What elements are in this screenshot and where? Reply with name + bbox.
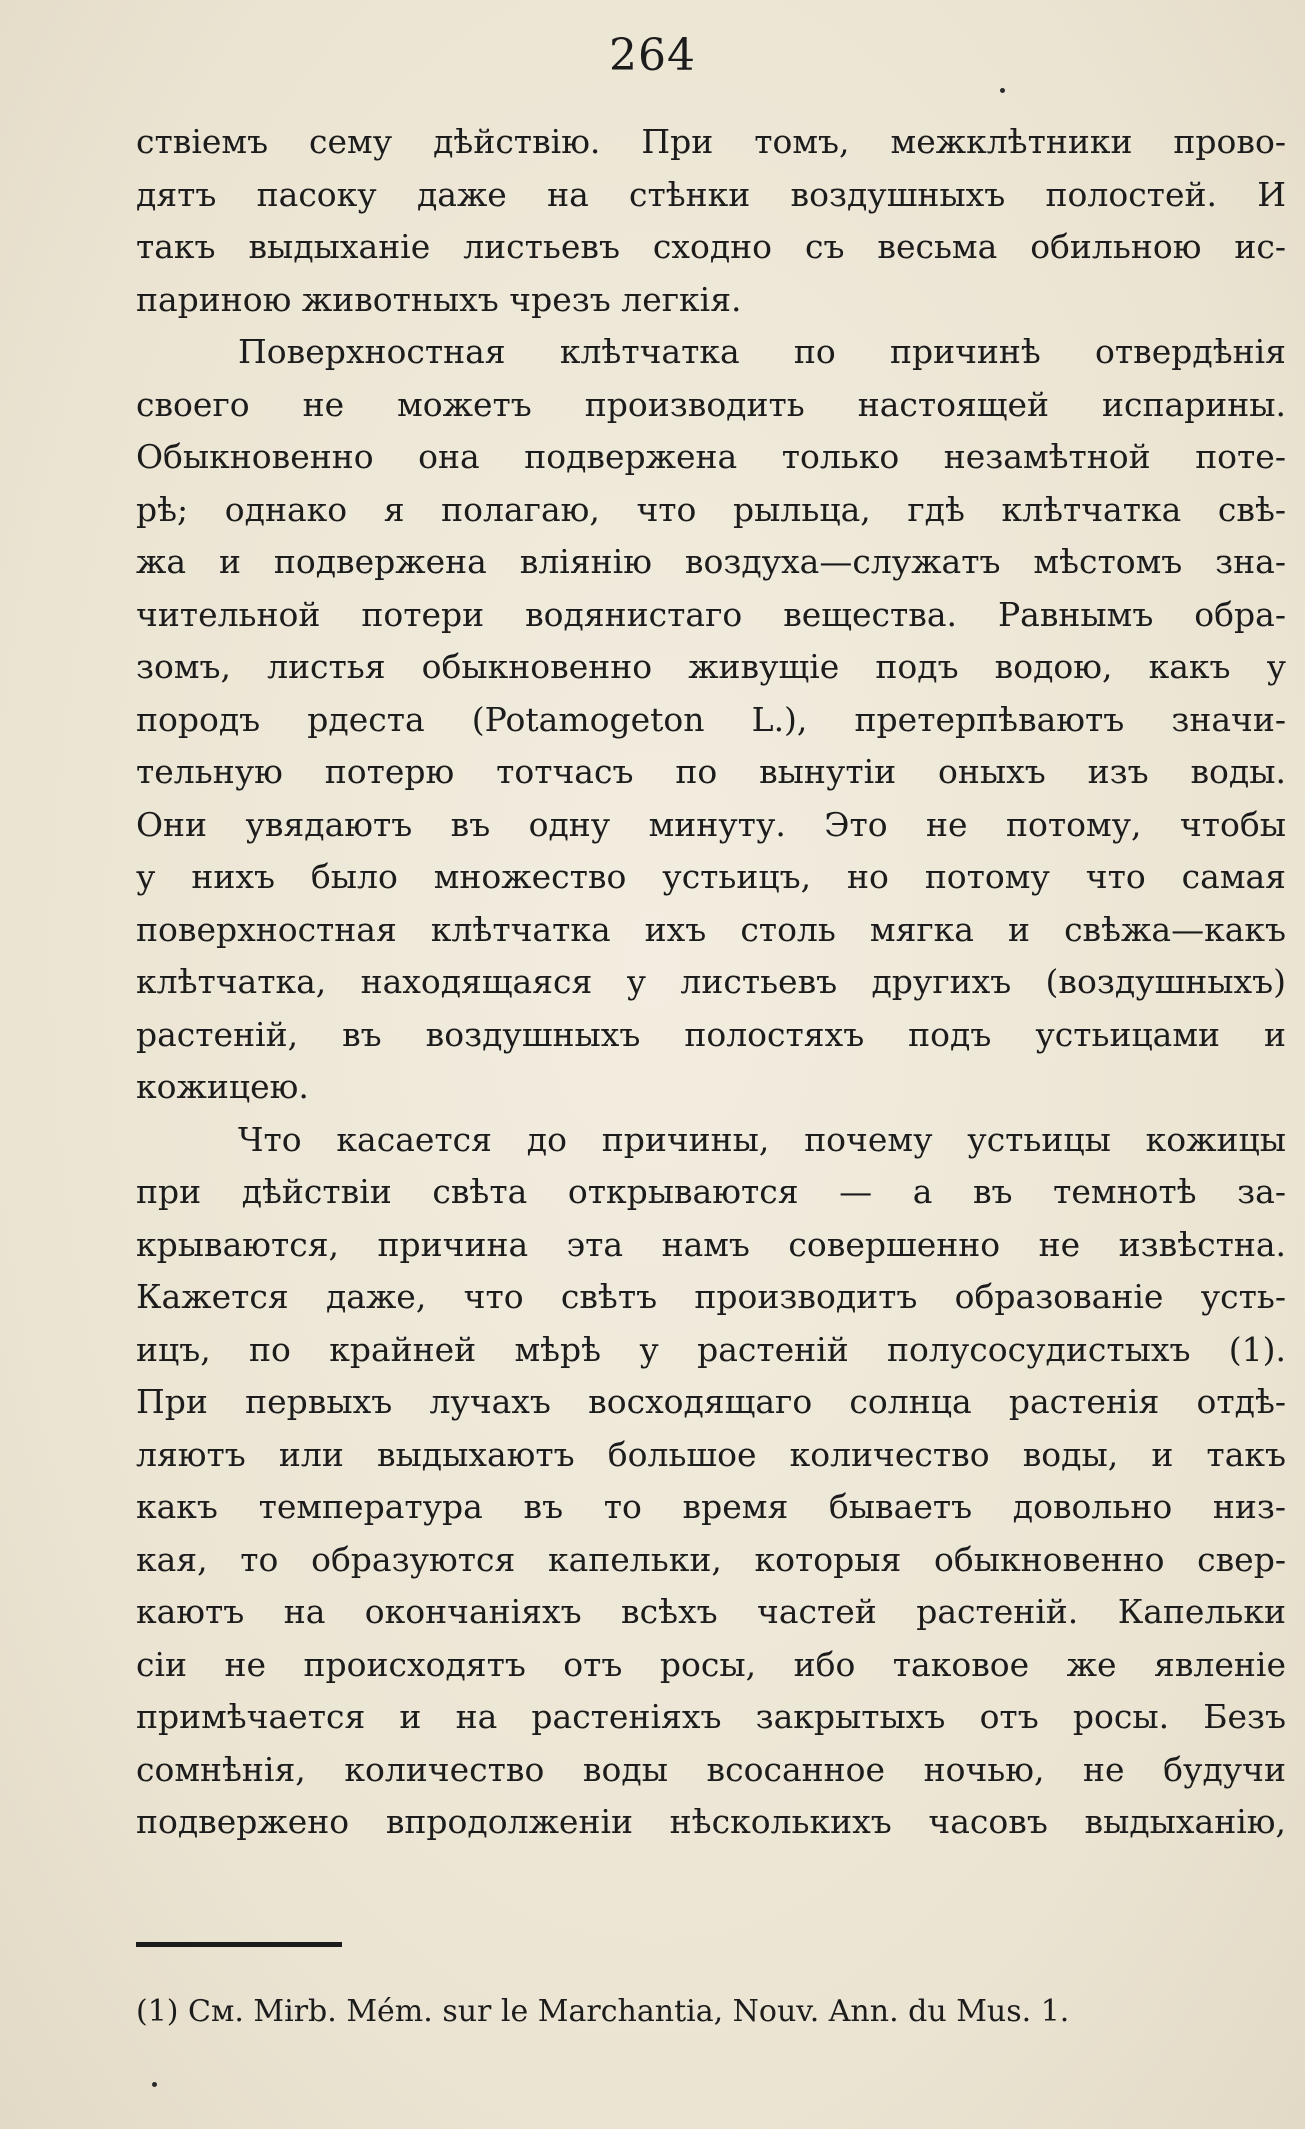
text-line: такъ выдыханіе листьевъ сходно съ весьма обильною ис-	[136, 227, 1286, 266]
text-line: чительной потери водянистаго вещества. Равнымъ обра-	[136, 594, 1286, 634]
text-line: ствіемъ сему дѣйствію. При томъ, межклѣтники прово-	[136, 122, 1286, 161]
text-line: кожицею.	[136, 1067, 309, 1106]
text-line: каютъ на окончаніяхъ всѣхъ частей растеній. Капельки	[136, 1592, 1286, 1631]
text-line: Поверхностная клѣтчатка по причинѣ отвердѣнія	[238, 332, 1286, 371]
page-number: 264	[609, 30, 696, 81]
footnote: (1) См. Mirb. Mém. sur le Marchantia, Nouv. Ann. du Mus. 1.	[136, 1994, 1070, 2029]
text-line: рѣ; однако я полагаю, что рыльца, гдѣ клѣтчатка свѣ-	[136, 489, 1286, 529]
text-line: крываются, причина эта намъ совершенно не извѣстна.	[136, 1224, 1286, 1264]
text-line: ицъ, по крайней мѣрѣ у растеній полусосудистыхъ (1).	[136, 1329, 1286, 1369]
text-line: Что касается до причины, почему устьицы кожицы	[238, 1119, 1286, 1159]
text-line: кая, то образуются капельки, которыя обыкновенно свер-	[136, 1539, 1286, 1579]
text-line: париною животныхъ чрезъ легкія.	[136, 279, 742, 319]
text-line: Кажется даже, что свѣтъ производитъ образованіе усть-	[136, 1277, 1286, 1316]
text-line: Обыкновенно она подвержена только незамѣтной поте-	[136, 437, 1286, 476]
text-line: дятъ пасоку даже на стѣнки воздушныхъ полостей. И	[136, 174, 1286, 214]
text-line: зомъ, листья обыкновенно живущіе подъ водою, какъ у	[136, 647, 1286, 686]
text-line: подвержено впродолженіи нѣсколькихъ часовъ выдыханію,	[136, 1802, 1286, 1841]
text-line: при дѣйствіи свѣта открываются — а въ темнотѣ за-	[136, 1172, 1286, 1211]
text-line: своего не можетъ производить настоящей испарины.	[136, 384, 1286, 424]
text-line: Они увядаютъ въ одну минуту. Это не потому, чтобы	[136, 804, 1286, 844]
ink-speck	[1000, 88, 1005, 93]
text-line: у нихъ было множество устьицъ, но потому что самая	[136, 857, 1286, 896]
footnote-divider	[136, 1942, 342, 1947]
text-line: растеній, въ воздушныхъ полостяхъ подъ устьицами и	[136, 1014, 1286, 1054]
text-line: сомнѣнія, количество воды всосанное ночью, не будучи	[136, 1749, 1286, 1789]
paragraph-3	[136, 1114, 1286, 1849]
text-line: ляютъ или выдыхаютъ большое количество воды, и такъ	[136, 1434, 1286, 1474]
text-line: сіи не происходятъ отъ росы, ибо таковое же явленіе	[136, 1644, 1286, 1684]
text-line: При первыхъ лучахъ восходящаго солнца растенія отдѣ-	[136, 1382, 1286, 1421]
text-line: породъ рдеста (Potamogeton L.), претерпѣваютъ значи-	[136, 699, 1286, 739]
text-line: клѣтчатка, находящаяся у листьевъ другихъ (воздушныхъ)	[136, 962, 1286, 1001]
paragraph-2	[136, 326, 1286, 1114]
paragraph-1	[136, 116, 1286, 326]
text-line: тельную потерю тотчасъ по вынутіи оныхъ изъ воды.	[136, 752, 1286, 791]
text-line: жа и подвержена вліянію воздуха—служатъ мѣстомъ зна-	[136, 542, 1286, 581]
text-line: поверхностная клѣтчатка ихъ столь мягка и свѣжа—какъ	[136, 909, 1286, 949]
text-line: какъ температура въ то время бываетъ довольно низ-	[136, 1487, 1286, 1526]
ink-speck	[152, 2082, 157, 2087]
text-line: примѣчается и на растеніяхъ закрытыхъ отъ росы. Безъ	[136, 1697, 1286, 1736]
body-text	[136, 116, 1286, 1849]
